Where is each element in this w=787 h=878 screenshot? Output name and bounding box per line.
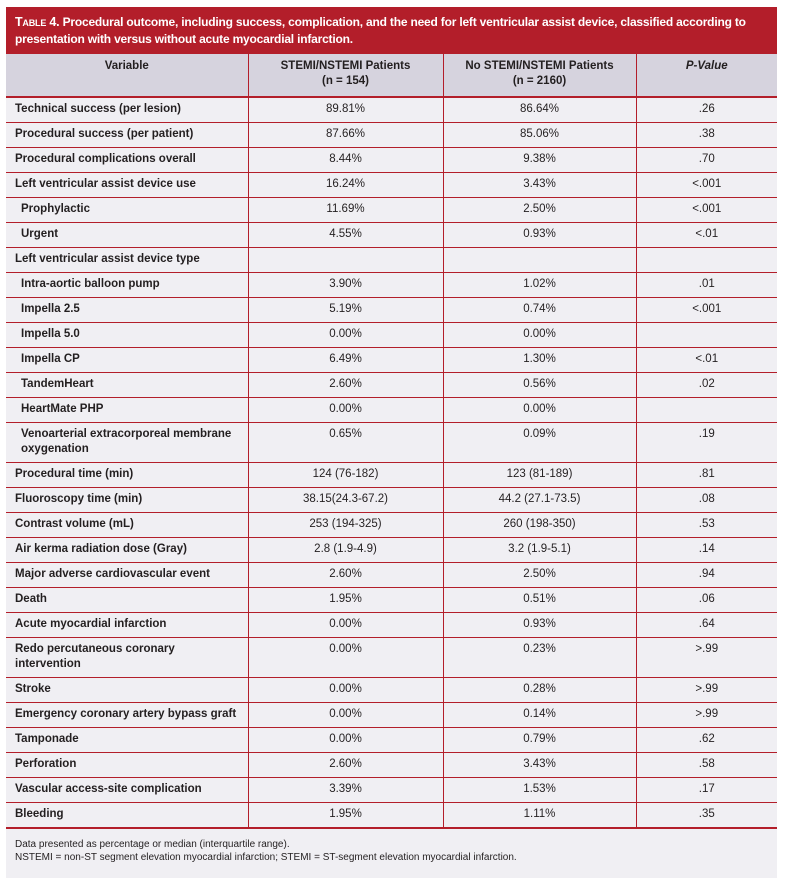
cell-p-value: .70 [636,148,777,173]
cell-variable: Impella CP [6,348,248,373]
cell-p-value [636,323,777,348]
table-row [6,97,777,123]
cell-stemi: 2.60% [248,563,443,588]
cell-p-value: .19 [636,423,777,463]
cell-no-stemi: 0.93% [443,613,636,638]
header-stemi: STEMI/NSTEMI Patients (n = 154) [248,54,443,97]
cell-variable: Urgent [6,223,248,248]
table-row [6,398,777,423]
cell-variable: Death [6,588,248,613]
table-row [6,248,777,273]
cell-no-stemi: 0.09% [443,423,636,463]
cell-no-stemi: 123 (81-189) [443,463,636,488]
cell-no-stemi: 2.50% [443,198,636,223]
table-row [6,753,777,778]
table-row [6,678,777,703]
cell-p-value: <.001 [636,198,777,223]
cell-p-value: .06 [636,588,777,613]
cell-p-value: .81 [636,463,777,488]
cell-stemi: 0.00% [248,703,443,728]
cell-p-value: .58 [636,753,777,778]
table-row [6,173,777,198]
cell-stemi: 8.44% [248,148,443,173]
cell-stemi: 124 (76-182) [248,463,443,488]
cell-stemi: 0.00% [248,638,443,678]
cell-stemi: 2.60% [248,373,443,398]
cell-variable: Venoarterial extracorporeal membrane oxygenation [6,423,248,463]
cell-variable: Major adverse cardiovascular event [6,563,248,588]
cell-variable: Technical success (per lesion) [6,97,248,123]
table-row [6,323,777,348]
cell-stemi: 2.8 (1.9-4.9) [248,538,443,563]
table-row [6,223,777,248]
cell-no-stemi: 0.23% [443,638,636,678]
cell-no-stemi: 2.50% [443,563,636,588]
footnote: Data presented as percentage or median (interquartile range). [15,839,290,850]
cell-stemi: 0.00% [248,678,443,703]
table-row [6,348,777,373]
cell-stemi: 0.00% [248,728,443,753]
cell-stemi: 1.95% [248,803,443,829]
cell-no-stemi: 0.74% [443,298,636,323]
cell-no-stemi: 1.11% [443,803,636,829]
table-row [6,728,777,753]
cell-variable: Air kerma radiation dose (Gray) [6,538,248,563]
table-label: Table 4. [15,15,60,29]
cell-stemi: 253 (194-325) [248,513,443,538]
cell-stemi: 3.39% [248,778,443,803]
cell-no-stemi: 0.28% [443,678,636,703]
cell-variable: Fluoroscopy time (min) [6,488,248,513]
cell-variable: Impella 5.0 [6,323,248,348]
cell-stemi: 16.24% [248,173,443,198]
table-footnotes [6,829,777,878]
cell-no-stemi: 3.43% [443,173,636,198]
cell-stemi: 1.95% [248,588,443,613]
cell-variable: TandemHeart [6,373,248,398]
cell-stemi: 89.81% [248,97,443,123]
table-header [6,54,777,97]
cell-p-value: .94 [636,563,777,588]
table-row [6,273,777,298]
cell-stemi [248,248,443,273]
cell-stemi: 6.49% [248,348,443,373]
cell-p-value: .26 [636,97,777,123]
cell-p-value: .53 [636,513,777,538]
cell-no-stemi: 0.56% [443,373,636,398]
cell-variable: Perforation [6,753,248,778]
cell-p-value: .17 [636,778,777,803]
cell-stemi: 4.55% [248,223,443,248]
cell-no-stemi: 85.06% [443,123,636,148]
cell-stemi: 0.00% [248,613,443,638]
table-row [6,638,777,678]
cell-p-value: .02 [636,373,777,398]
cell-p-value: .35 [636,803,777,829]
table-row [6,588,777,613]
cell-no-stemi: 0.00% [443,323,636,348]
cell-variable: Redo percutaneous coronary intervention [6,638,248,678]
header-variable: Variable [6,54,248,97]
cell-p-value [636,398,777,423]
cell-p-value: >.99 [636,703,777,728]
table-row [6,148,777,173]
header-p-value: P-Value [636,54,777,97]
table-row [6,123,777,148]
table-row [6,613,777,638]
cell-p-value: <.01 [636,348,777,373]
cell-p-value: .64 [636,613,777,638]
cell-no-stemi: 1.02% [443,273,636,298]
header-row [6,54,777,97]
cell-no-stemi: 0.14% [443,703,636,728]
cell-variable: Bleeding [6,803,248,829]
cell-stemi: 0.00% [248,323,443,348]
cell-stemi: 11.69% [248,198,443,223]
table-caption-text: Procedural outcome, including success, complication, and the need for left ventricular assist device, classified according to presentation with versus without acute myocardial infarction. [15,15,746,46]
cell-p-value: .14 [636,538,777,563]
cell-stemi: 87.66% [248,123,443,148]
table-row [6,803,777,829]
footnote: NSTEMI = non-ST segment elevation myocardial infarction; STEMI = ST-segment elevation myocardial infarction. [15,852,517,863]
cell-no-stemi: 1.30% [443,348,636,373]
table-container [6,7,777,878]
table-row [6,538,777,563]
cell-no-stemi: 0.79% [443,728,636,753]
cell-no-stemi: 86.64% [443,97,636,123]
cell-no-stemi [443,248,636,273]
cell-p-value: >.99 [636,638,777,678]
table-row [6,463,777,488]
cell-variable: Procedural success (per patient) [6,123,248,148]
outcome-table [6,54,777,829]
cell-p-value: <.001 [636,298,777,323]
table-row [6,198,777,223]
table-row [6,423,777,463]
cell-variable: Acute myocardial infarction [6,613,248,638]
cell-no-stemi: 0.93% [443,223,636,248]
table-row [6,488,777,513]
cell-p-value: <.01 [636,223,777,248]
cell-variable: Contrast volume (mL) [6,513,248,538]
cell-no-stemi: 9.38% [443,148,636,173]
cell-stemi: 0.00% [248,398,443,423]
table-row [6,563,777,588]
table-row [6,703,777,728]
table-body [6,97,777,828]
cell-p-value: .62 [636,728,777,753]
cell-stemi: 38.15(24.3-67.2) [248,488,443,513]
cell-variable: Impella 2.5 [6,298,248,323]
cell-variable: HeartMate PHP [6,398,248,423]
cell-variable: Intra-aortic balloon pump [6,273,248,298]
cell-p-value: >.99 [636,678,777,703]
cell-no-stemi: 3.43% [443,753,636,778]
cell-variable: Vascular access-site complication [6,778,248,803]
cell-no-stemi: 0.00% [443,398,636,423]
cell-no-stemi: 3.2 (1.9-5.1) [443,538,636,563]
table-row [6,373,777,398]
table-row [6,778,777,803]
cell-stemi: 3.90% [248,273,443,298]
cell-variable: Tamponade [6,728,248,753]
cell-variable: Procedural time (min) [6,463,248,488]
cell-p-value [636,248,777,273]
cell-no-stemi: 1.53% [443,778,636,803]
cell-no-stemi: 44.2 (27.1-73.5) [443,488,636,513]
header-no-stemi: No STEMI/NSTEMI Patients (n = 2160) [443,54,636,97]
cell-variable: Emergency coronary artery bypass graft [6,703,248,728]
cell-no-stemi: 260 (198-350) [443,513,636,538]
cell-variable: Stroke [6,678,248,703]
cell-stemi: 5.19% [248,298,443,323]
cell-stemi: 0.65% [248,423,443,463]
cell-variable: Left ventricular assist device type [6,248,248,273]
cell-variable: Left ventricular assist device use [6,173,248,198]
cell-p-value: .08 [636,488,777,513]
table-caption [6,7,777,54]
table-row [6,513,777,538]
cell-variable: Procedural complications overall [6,148,248,173]
cell-no-stemi: 0.51% [443,588,636,613]
cell-p-value: <.001 [636,173,777,198]
cell-variable: Prophylactic [6,198,248,223]
cell-p-value: .01 [636,273,777,298]
table-row [6,298,777,323]
cell-p-value: .38 [636,123,777,148]
cell-stemi: 2.60% [248,753,443,778]
